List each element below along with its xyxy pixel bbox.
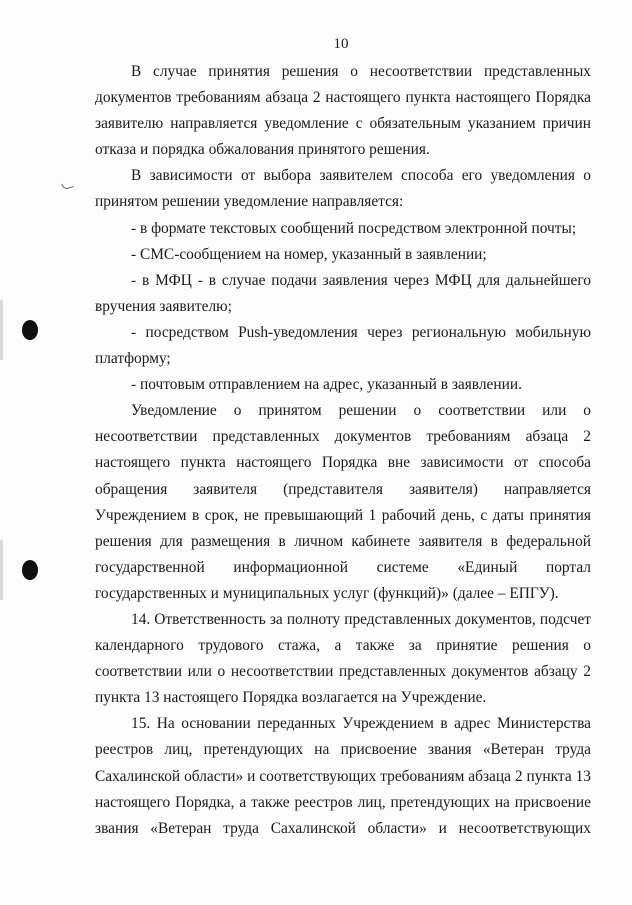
paragraph: В зависимости от выбора заявителем способа его уведомления о принятом решении уведомление направляется: <box>95 167 591 211</box>
paragraph: В случае принятия решения о несоответствии представленных документов требованиям абзаца 2 настоящего пункта настоящего Порядка заявителю направляется уведомление с обязательным указанием причин отказа и порядка обжалования принятого решения. <box>95 63 591 159</box>
paragraph: Уведомление о принятом решении о соответствии или о несоответствии представленных документов требованиям абзаца 2 настоящего пункта настоящего Порядка вне зависимости от способа обращения заявителя (представителя заявителя) направляется Учреждением в срок, не превышающий 1 рабочий день, с даты принятия решения для размещения в личном кабинете заявителя в федеральной государственной информационной системе «Единый портал государственных и муниципальных услуг (функций)» (далее – ЕПГУ). <box>95 402 591 602</box>
document-body <box>95 59 591 842</box>
punch-hole-mark <box>22 560 38 580</box>
scan-edge-shadow <box>0 540 3 600</box>
list-item: - почтовым отправлением на адрес, указанный в заявлении. <box>131 376 522 394</box>
list-item: - в формате текстовых сообщений посредством электронной почты; <box>131 219 577 237</box>
list-item: - посредством Push-уведомления через региональную мобильную платформу; <box>95 323 591 368</box>
list-item: - СМС-сообщением на номер, указанный в заявлении; <box>131 245 487 263</box>
page-number: 10 <box>333 36 349 52</box>
punch-hole-mark <box>22 320 38 340</box>
list-item: - в МФЦ - в случае подачи заявления через МФЦ для дальнейшего вручения заявителю; <box>95 271 591 315</box>
paragraph-section-15: 15. На основании переданных Учреждением в адрес Министерства реестров лиц, претендующих на присвоение звания «Ветеран труда Сахалинской области» и соответствующих требованиям абзаца 2 пункта 13 настоящего Порядка, а также реестров лиц, претендующих на присвоение звания «Ветеран труда Сахалинской области» и несоответствующих <box>95 715 591 837</box>
scan-edge-shadow <box>0 300 3 360</box>
pen-tick-mark <box>61 180 74 190</box>
paragraph-section-14: 14. Ответственность за полноту представленных документов, подсчет календарного трудового стажа, а также за принятие решения о соответствии или о несоответствии представленных документов абзацу 2 пункта 13 настоящего Порядка возлагается на Учреждение. <box>95 610 591 707</box>
